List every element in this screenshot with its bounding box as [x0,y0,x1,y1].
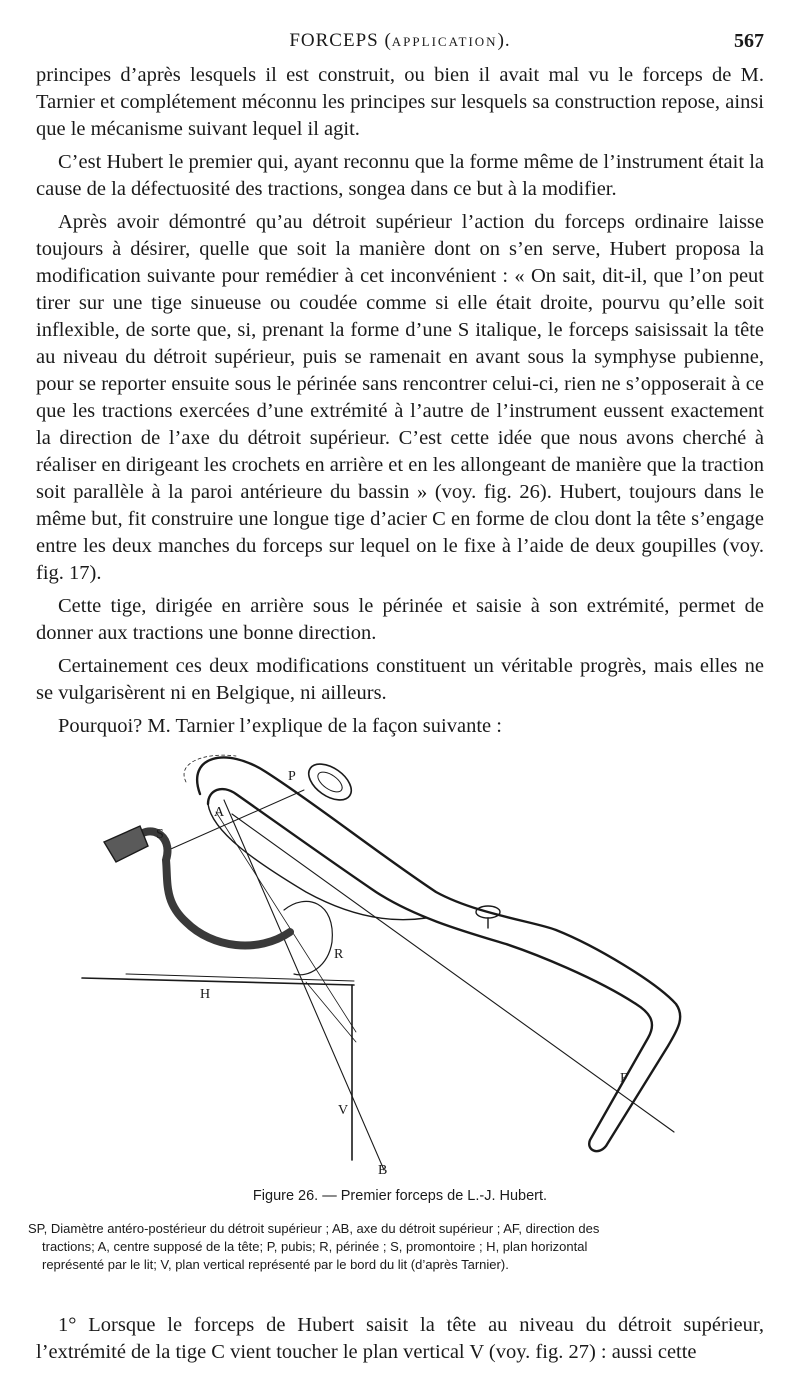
forceps-engraving [36,742,764,1182]
forceps-blade [197,758,680,1152]
paragraph: Après avoir démontré qu’au détroit supérieur l’action du forceps ordinaire laisse toujours à désirer, quelle que soit la manière dont on s’en serve, Hubert proposa la modification suivante pour remédier à cet inconvénient : « On sait, dit-il, que l’on peut tirer sur une tige sinueuse ou coudée comme si elle était droite, pourvu qu’elle soit inflexible, de sorte que, si, prenant la forme d’une S italique, le forceps saisissait la tête au niveau du détroit supérieur, puis se ramenait en avant sous la symphyse pubienne, pour se reporter ensuite sous le périnée sans rencontrer celui-ci, rien ne s’opposerait à ce que les tractions exercées d’une extrémité à l’autre de l’instrument eussent exactement la direction de l’axe du détroit supérieur. C’est cette idée que nous avons cherché à réaliser en dirigeant les crochets en arrière et en les allongeant de manière que la traction soit parallèle à la paroi antérieure du bassin » (voy. fig. 26). Hubert, toujours dans le même but, fit construire une longue tige d’acier C en forme de clou dont la tête s’engage entre les deux manches du forceps sur lequel on le fixe à l’aide de deux goupilles (voy. fig. 17). [36,211,764,584]
paragraph: Pourquoi? M. Tarnier l’explique de la façon suivante : [58,715,502,737]
label-b: B [378,1163,388,1178]
sacrum-outline [134,831,290,945]
legend-line: représenté par le lit; V, plan vertical représenté par le bord du lit (d’après Tarnier). [42,1257,509,1272]
figure-26-illustration [36,742,764,1182]
pubis-shape [302,757,357,807]
label-h: H [200,987,211,1002]
label-f: F [620,1071,628,1086]
figure-caption-title: Figure 26. — Premier forceps de L.-J. Hubert. [252,1188,548,1204]
label-s: S [156,827,164,842]
page-header [36,30,764,54]
paragraph: principes d’après lesquels il est construit, ou bien il avait mal vu le forceps de M. Tarnier et complétement méconnu les principes sur lesquels sa construction repose, ainsi que le mécanisme suivant lequel il agit. [36,64,764,140]
body-text [36,62,764,740]
page-number: 567 [734,30,764,52]
perineum-arc [284,901,332,974]
paragraph: Certainement ces deux modifications constituent un véritable progrès, mais elles ne se vulgarisèrent ni en Belgique, ni ailleurs. [36,655,764,704]
paragraph: 1° Lorsque le forceps de Hubert saisit la tête au niveau du détroit supérieur, l’extrémité de la tige C vient toucher le plan vertical V (voy. fig. 27) : aussi cette [36,1314,764,1363]
label-r: R [334,947,344,962]
final-text [36,1312,764,1366]
construction-line [306,982,356,1042]
legend-line: tractions; A, centre supposé de la tête; P, pubis; R, périnée ; S, promontoire ; H, plan horizontal [42,1239,588,1254]
legend-line: SP, Diamètre antéro-postérieur du détroit supérieur ; AB, axe du détroit supérieur ; AF, direction des [28,1221,600,1236]
label-v: V [338,1103,349,1118]
axis-ab-line [224,800,384,1170]
running-title: FORCEPS (APPLICATION). [289,30,511,51]
label-p: P [288,769,296,784]
paragraph: Cette tige, dirigée en arrière sous le périnée et saisie à son extrémité, permet de donner aux tractions une bonne direction. [36,595,764,644]
label-a: A [214,805,225,820]
horizontal-plane-line [82,978,354,985]
vertebra-block [104,826,148,862]
paragraph: C’est Hubert le premier qui, ayant reconnu que la forme même de l’instrument était la cause de la défectuosité des tractions, songea dans ce but à la modifier. [36,151,764,200]
figure-caption-legend [28,1220,766,1274]
